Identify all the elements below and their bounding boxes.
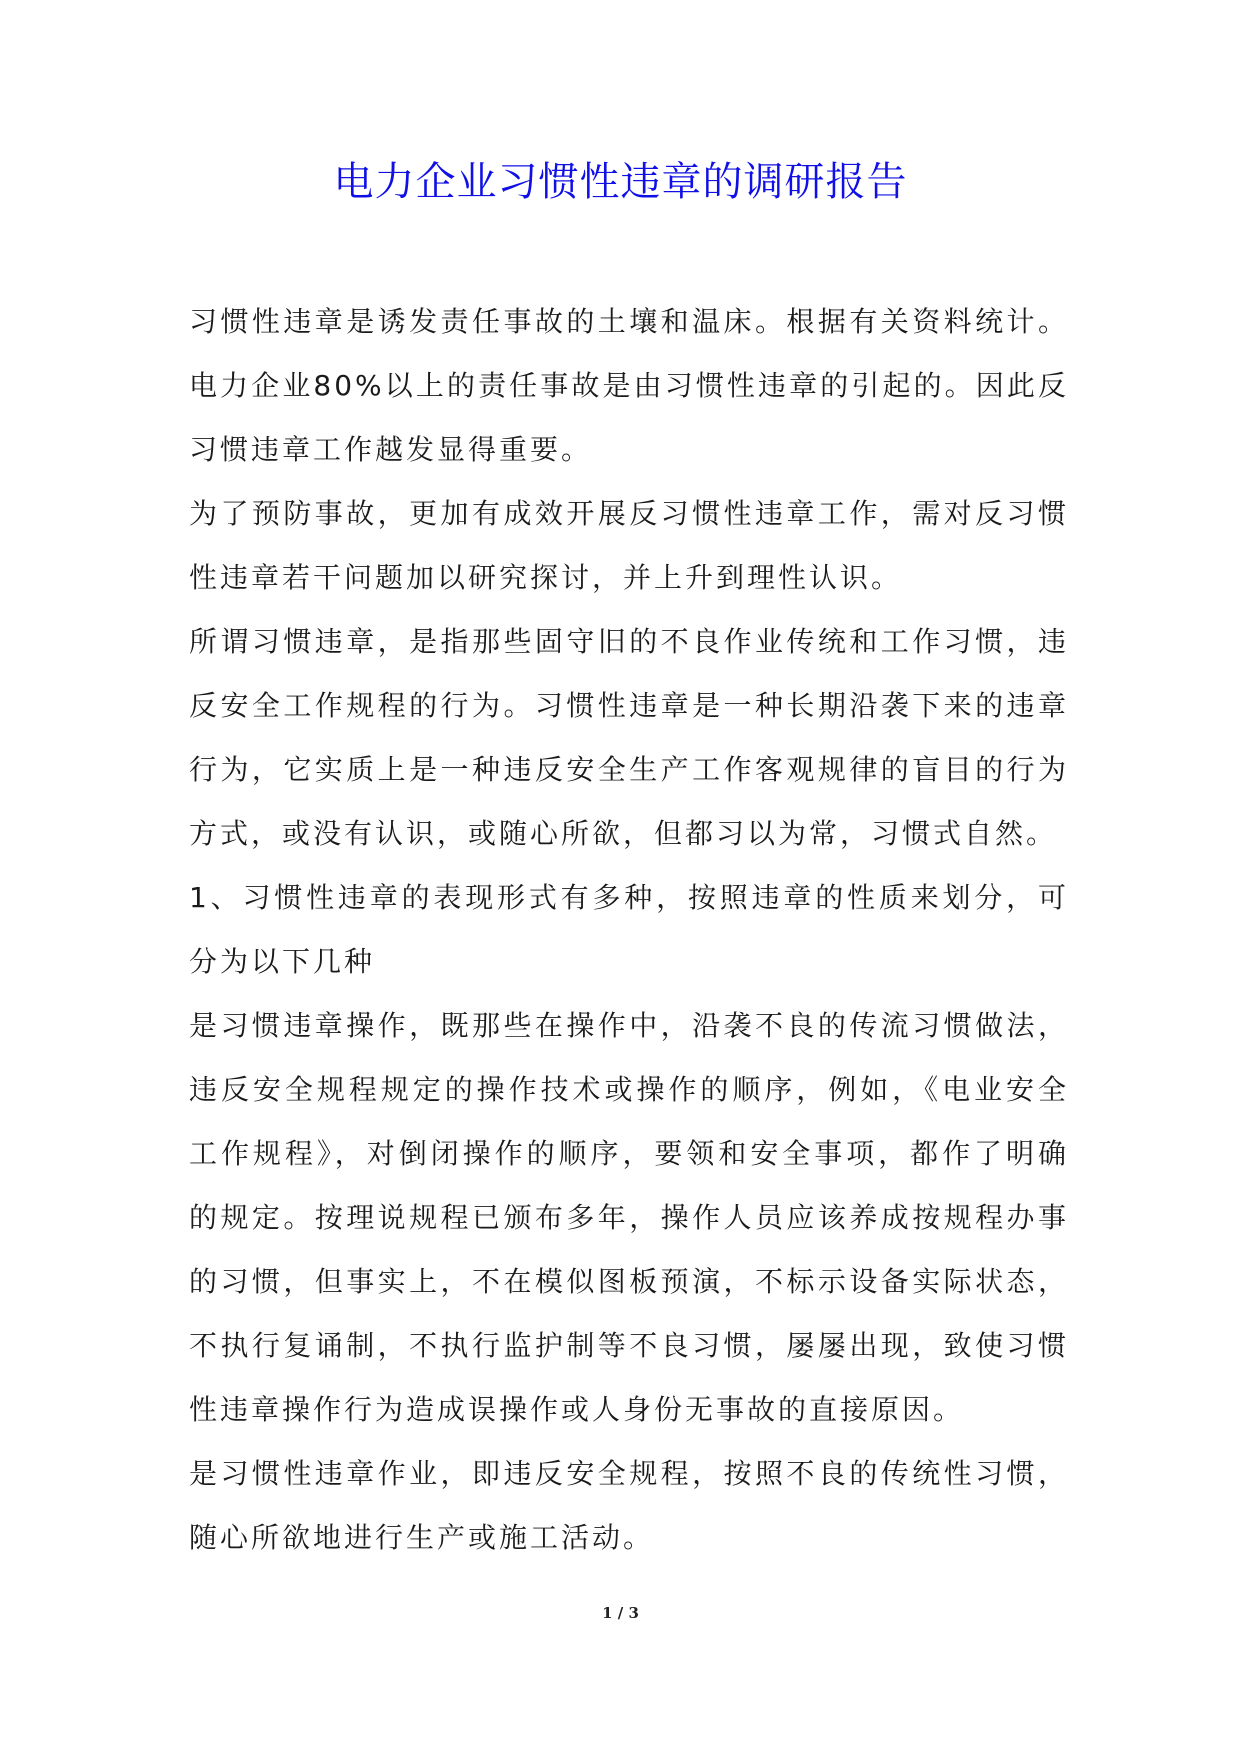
document-body (189, 290, 1069, 1570)
paragraph: 习惯性违章是诱发责任事故的土壤和温床。根据有关资料统计。电力企业80%以上的责任事故是由习惯性违章的引起的。因此反习惯违章工作越发显得重要。 (189, 305, 1069, 466)
page-number: 1 / 3 (602, 1604, 639, 1622)
paragraph: 所谓习惯违章，是指那些固守旧的不良作业传统和工作习惯，违反安全工作规程的行为。习惯性违章是一种长期沿袭下来的违章行为，它实质上是一种违反安全生产工作客观规律的盲目的行为方式，或没有认识，或随心所欲，但都习以为常，习惯式自然。 (189, 625, 1069, 850)
paragraph: 是习惯违章操作，既那些在操作中，沿袭不良的传流习惯做法，违反安全规程规定的操作技术或操作的顺序，例如，《电业安全工作规程》，对倒闭操作的顺序，要领和安全事项，都作了明确的规定。按理说规程已颁布多年，操作人员应该养成按规程办事的习惯，但事实上，不在模似图板预演，不标示设备实际状态，不执行复诵制，不执行监护制等不良习惯，屡屡出现，致使习惯性违章操作行为造成误操作或人身份无事故的直接原因。 (189, 1009, 1069, 1426)
paragraph: 为了预防事故，更加有成效开展反习惯性违章工作，需对反习惯性违章若干问题加以研究探讨，并上升到理性认识。 (189, 497, 1069, 594)
document-title: 电力企业习惯性违章的调研报告 (333, 159, 908, 205)
paragraph: 1、习惯性违章的表现形式有多种，按照违章的性质来划分，可分为以下几种 (189, 881, 1069, 978)
paragraph: 是习惯性违章作业，即违反安全规程，按照不良的传统性习惯，随心所欲地进行生产或施工活动。 (189, 1457, 1069, 1554)
